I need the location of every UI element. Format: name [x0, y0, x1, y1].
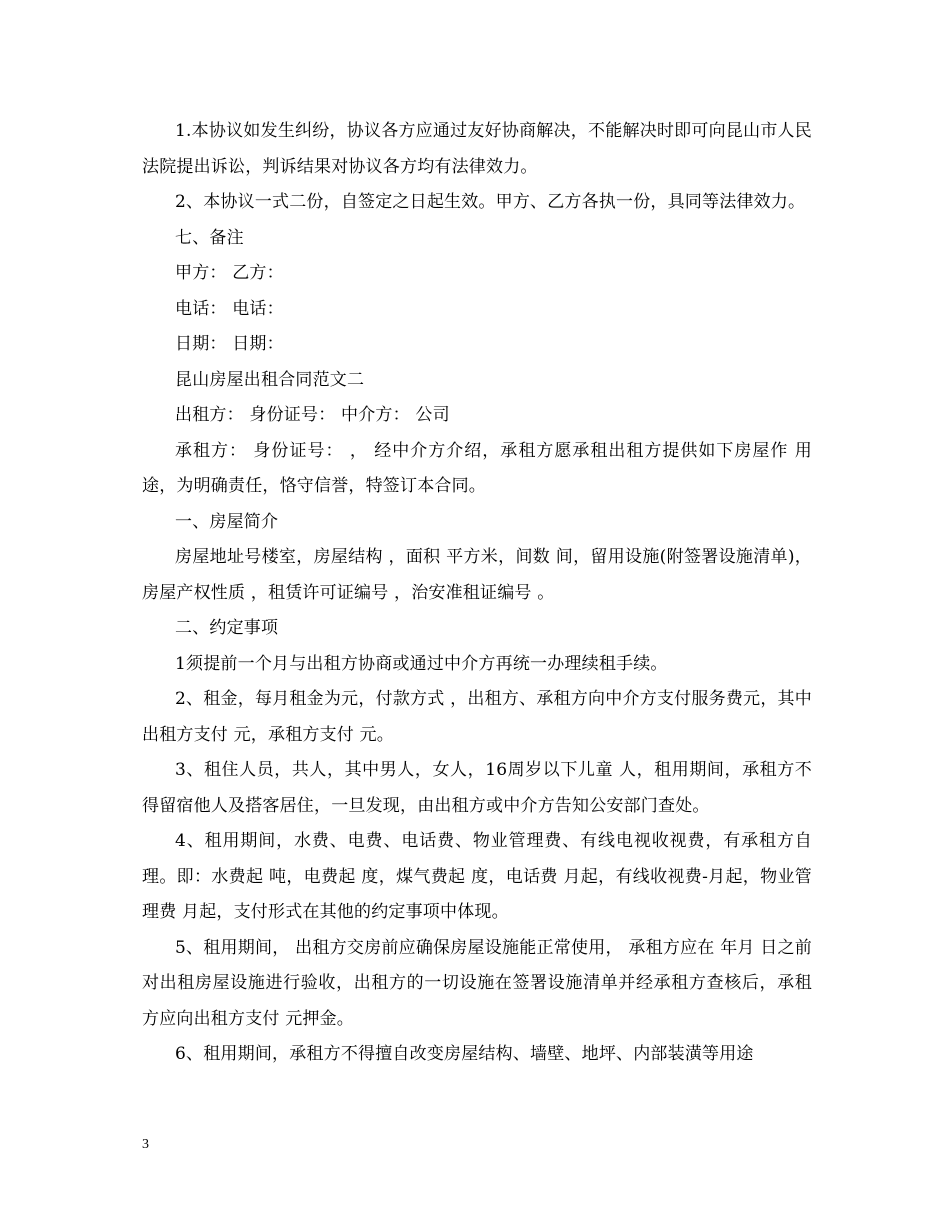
signature-phone-line: 电话： 电话： [175, 298, 284, 319]
clause-no-alteration: 6、租用期间，承租方不得擅自改变房屋结构、墙壁、地坪、内部装潢等用途 [175, 1044, 754, 1064]
page-number: 3 [142, 1137, 149, 1152]
clause-renewal: 1须提前一个月与出租方协商或通过中介方再统一办理续租手续。 [175, 653, 668, 674]
section-heading-house-intro: 一、房屋简介 [175, 511, 279, 532]
section-heading-agreed-items: 二、约定事项 [175, 618, 279, 638]
lessee-info-paragraph: 承租方： 身份证号： ， 经中介方介绍，承租方愿承租出租方提供如下房屋作 用途，为明确责任，恪守信誉，特签订本合同。 [142, 440, 812, 496]
signature-date-line: 日期： 日期： [175, 334, 284, 354]
section-heading-remarks: 七、备注 [175, 227, 244, 248]
lessor-info-line: 出租方： 身份证号： 中介方： 公司 [175, 405, 450, 425]
document-subtitle: 昆山房屋出租合同范文二 [175, 369, 365, 390]
clause-utilities: 4、租用期间，水费、电费、电话费、物业管理费、有线电视收视费，有承租方自理。即：水费起 吨，电费起 度，煤气费起 度，电话费 月起，有线收视费-月起，物业管理费 月起，支付形式在其他的约定事项中体现。 [142, 831, 812, 922]
document-body [142, 114, 812, 1073]
clause-occupants: 3、租住人员，共人，其中男人，女人，16周岁以下儿童 人，租用期间，承租方不得留宿他人及搭客居住，一旦发现，由出租方或中介方告知公安部门查处。 [142, 760, 812, 816]
clause-rent: 2、租金，每月租金为元，付款方式 ，出租方、承租方向中介方支付服务费元，其中出租方支付 元，承租方支付 元。 [142, 689, 812, 745]
signature-party-line: 甲方： 乙方： [175, 263, 284, 283]
house-description-paragraph: 房屋地址号楼室，房屋结构 ，面积 平方米，间数 间，留用设施(附签署设施清单)， 房屋产权性质 ，租赁许可证编号 ，治安准租证编号 。 [142, 547, 812, 603]
clause-facilities-deposit: 5、租用期间， 出租方交房前应确保房屋设施能正常使用， 承租方应在 年月 日之前对出租房屋设施进行验收，出租方的一切设施在签署设施清单并经承租方查核后，承租方应向出租方支付 元押金。 [142, 937, 812, 1029]
clause-dispute-resolution: 1.本协议如发生纠纷，协议各方应通过友好协商解决，不能解决时即可向昆山市人民法院提出诉讼，判诉结果对协议各方均有法律效力。 [142, 121, 812, 177]
clause-copies-effect: 2、本协议一式二份，自签定之日起生效。甲方、乙方各执一份，具同等法律效力。 [175, 192, 806, 212]
